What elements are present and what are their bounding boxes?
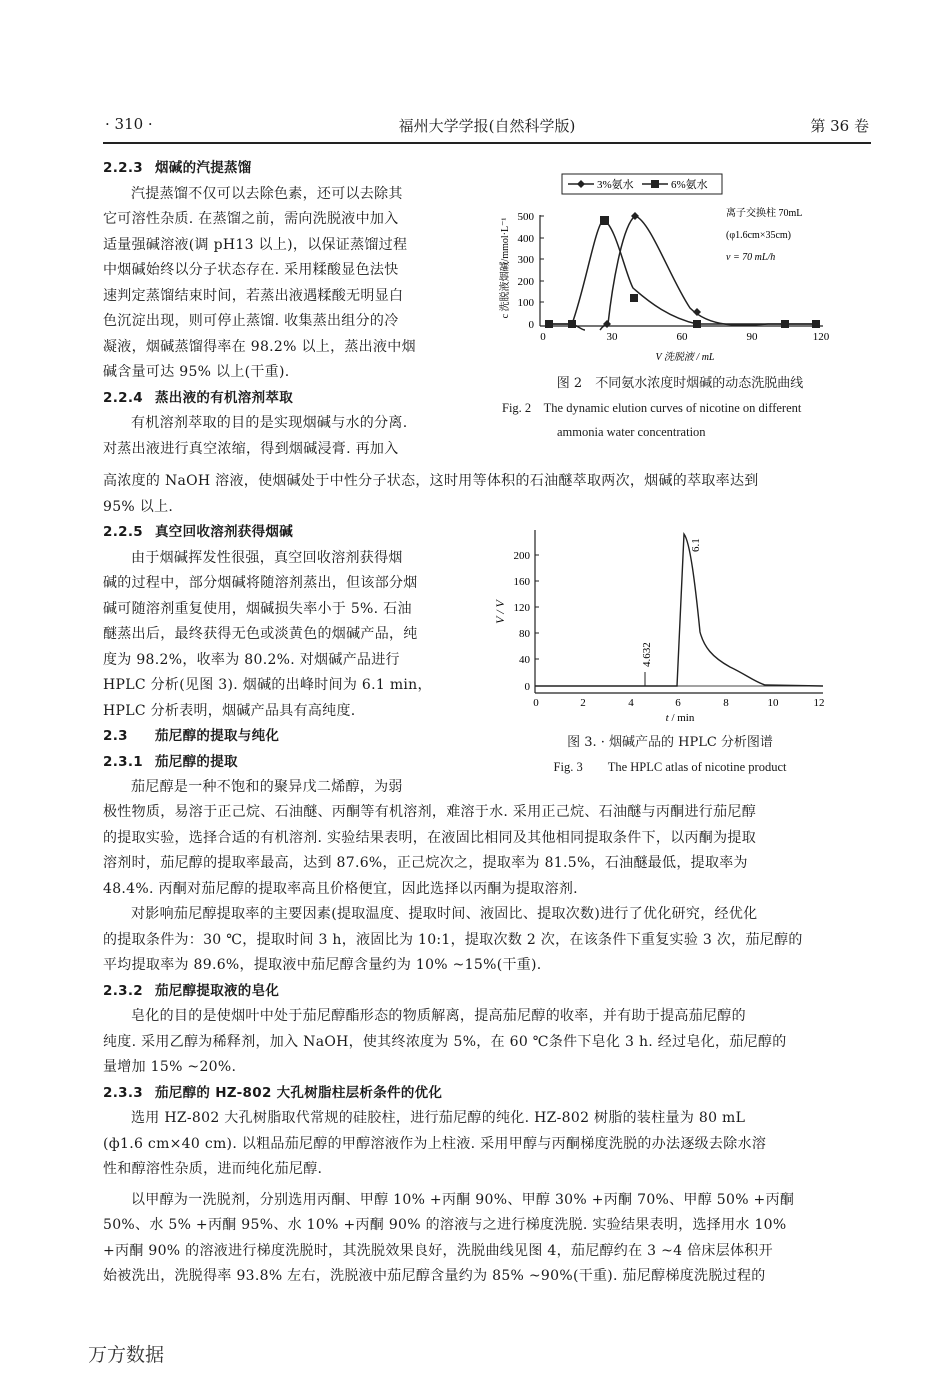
section-2-2-3: 2.2.3 烟碱的汽提蒸馏 汽提蒸馏不仅可以去除色素，还可以去除其 它可溶性杂质. 在蒸馏之前，需向洗脱液中加入 适量强碱溶液(调 pH13 以上)，以保证蒸馏过程 中烟碱始终以分子状态存在. 采用糅酸显色法快 速判定蒸馏结束时间，若蒸出液遇糅酸无明显白 色沉淀出现，则可停止蒸馏. 收集蒸出组分的冷 凝液，烟碱蒸馏得率在 98.2% 以上，蒸出液中烟 碱含量可达 95% 以上(干重). 2.2.4 蒸出液的有机溶剂萃取 有机溶剂萃取的目的是实现烟碱与水的分离. 对蒸出液进行真空浓缩，得到烟碱浸膏. 再加入	[103, 156, 473, 462]
running-header	[103, 112, 871, 144]
paragraph: 汽提蒸馏不仅可以去除色素，还可以去除其	[131, 185, 403, 202]
svg-text:300: 300	[517, 254, 534, 266]
svg-text:10: 10	[767, 697, 779, 709]
journal-title: 福州大学学报(自然科学版)	[398, 117, 576, 135]
section-2-2-5: 2.2.5 真空回收溶剂获得烟碱 由于烟碱挥发性很强，真空回收溶剂获得烟 碱的过程中，部分烟碱将随溶剂蒸出，但该部分烟 碱可随溶剂重复使用，烟碱损失率小于 5%. 石油 醚蒸出后，最终获得无色或淡黄色的烟碱产品，纯 度为 98.2%，收率为 80.2%. 对烟碱产品进行 HPLC 分析(见图 3). 烟碱的出峰时间为 6.1 min， HPLC 分析表明，烟碱产品具有高纯度. 2.3 茄尼醇的提取与纯化 2.3.1 茄尼醇的提取 茄尼醇是一种不饱和的聚异戊二烯醇，为弱	[103, 520, 473, 801]
svg-text:60: 60	[676, 331, 688, 343]
svg-text:6%氨水: 6%氨水	[671, 179, 708, 191]
svg-text:4: 4	[628, 697, 634, 709]
section-2-2-4-full-width: 高浓度的 NaOH 溶液，使烟碱处于中性分子状态，这时用等体积的石油醚萃取两次，烟碱的萃取率达到 95% 以上.	[103, 473, 759, 515]
svg-text:8: 8	[723, 697, 729, 709]
paragraph-continued: 它可溶性杂质. 在蒸馏之前，需向洗脱液中加入 适量强碱溶液(调 pH13 以上)，以保证蒸馏过程 中烟碱始终以分子状态存在. 采用糅酸显色法快 速判定蒸馏结束时间，若蒸出液遇糅酸无明显白 色沉淀出现，则可停止蒸馏. 收集蒸出组分的冷 凝液，烟碱蒸馏得率在 98.2% 以上，蒸出液中烟 碱含量可达 95% 以上(干重).	[103, 211, 416, 380]
section-2-3-1-body: 极性物质，易溶于正己烷、石油醚、丙酮等有机溶剂，难溶于水. 采用正己烷、石油醚与丙酮进行茄尼醇 的提取实验，选择合适的有机溶剂. 实验结果表明，在液固比相同及其他相同提取条件下，以丙酮为提取 溶剂时，茄尼醇的提取率最高，达到 87.6%，正己烷次之，提取率为 81.5%，石油醚最低，提取率为 48.4%. 丙酮对茄尼醇的提取率高且价格便宜，因此选择以丙酮为提取溶剂. 对影响茄尼醇提取率的主要因素(提取温度、提取时间、液固比、提取次数)进行了优化研究，经优化 的提取条件为：30 ℃，提取时间 3 h，液固比为 10:1，提取次数 2 次，在该条件下重复实验 3 次，茄尼醇的 平均提取率为 89.6%，提取液中茄尼醇含量约为 10% ~15%(干重). 2.3.2 茄尼醇提取液的皂化 皂化的目的是使烟叶中处于茄尼醇酯形态的物质解离，提高茄尼醇的收率，并有助于提高茄尼醇的 纯度. 采用乙醇为稀释剂，加入 NaOH，使其终浓度为 5%，在 60 ℃条件下皂化 3 h. 经过皂化，茄尼醇的 量增加 15% ~20%. 2.3.3 茄尼醇的 HZ-802 大孔树脂柱层析条件的优化 选用 HZ-802 大孔树脂取代常规的硅胶柱，进行茄尼醇的纯化. HZ-802 树脂的装柱量为 80 mL (ф1.6 cm×40 cm). 以粗品茄尼醇的甲醇溶液作为上柱液. 采用甲醇与丙酮梯度洗脱的办法逐级去除水溶 性和醇溶性杂质，进而纯化茄尼醇. 以甲醇为一洗脱剂，分别选用丙酮、甲醇 10% +丙酮 90%、甲醇 30% +丙酮 70%、甲醇 50% +丙酮 50%、水 5% +丙酮 95%、水 10% +丙酮 90% 的溶液与之进行梯度洗脱. 实验结果表明，选择用水 10% +丙酮 90% 的溶液进行梯度洗脱时，其洗脱效果良好，洗脱曲线见图 4，茄尼醇约在 3 ~4 倍床层体积开 始被洗出，洗脱得率 93.8% 左右，洗脱液中茄尼醇含量约为 85% ~90%(干重). 茄尼醇梯度洗脱过程的	[103, 800, 871, 1290]
svg-text:120: 120	[513, 602, 530, 614]
svg-text:30: 30	[606, 331, 618, 343]
svg-text:0: 0	[528, 319, 534, 331]
svg-text:160: 160	[513, 576, 530, 588]
svg-text:0: 0	[524, 681, 530, 693]
figure-3-hplc-chart	[490, 522, 850, 727]
volume-number: 第 36 卷	[810, 117, 869, 135]
svg-text:t / min: t / min	[665, 712, 695, 724]
svg-text:120: 120	[812, 331, 830, 343]
svg-text:500: 500	[517, 211, 534, 223]
section-heading-2-3-1: 2.3.1 茄尼醇的提取	[103, 753, 238, 770]
svg-text:0: 0	[533, 697, 539, 709]
svg-text:离子交换柱 70mL: 离子交换柱 70mL	[726, 208, 803, 219]
section-heading-2-3-2: 2.3.2 茄尼醇提取液的皂化	[103, 982, 280, 999]
peak-label-6-1: 6.1	[690, 538, 702, 552]
figure-3-caption	[490, 731, 850, 779]
svg-text:80: 80	[519, 628, 530, 640]
section-heading-2-2-4: 2.2.4 蒸出液的有机溶剂萃取	[103, 389, 293, 406]
hplc-plot	[490, 522, 850, 727]
figure-3-caption-en: Fig. 3 The HPLC atlas of nicotine product	[553, 760, 787, 774]
svg-text:v = 70 mL/h: v = 70 mL/h	[726, 252, 776, 263]
figure-3-caption-cn: 图 3. · 烟碱产品的 HPLC 分析图谱	[567, 735, 773, 750]
elution-curve-plot	[490, 168, 870, 368]
page-number: · 310 ·	[105, 115, 153, 133]
svg-text:90: 90	[746, 331, 758, 343]
svg-text:(φ1.6cm×35cm): (φ1.6cm×35cm)	[726, 230, 792, 241]
svg-text:200: 200	[517, 276, 534, 288]
section-heading-2-3: 2.3 茄尼醇的提取与纯化	[103, 728, 280, 744]
svg-text:6: 6	[675, 697, 681, 709]
svg-text:400: 400	[517, 233, 534, 245]
svg-text:12: 12	[813, 697, 825, 709]
figure-2-caption: 图 2 不同氨水浓度时烟碱的动态洗脱曲线 Fig. 2 The dynamic elution curves of nicotine on different ammonia water concentration	[490, 372, 870, 444]
section-heading: 2.2.3 烟碱的汽提蒸馏	[103, 160, 252, 176]
svg-text:100: 100	[517, 297, 534, 309]
source-watermark: 万方数据	[88, 1344, 165, 1366]
figure-2-caption-cn: 图 2 不同氨水浓度时烟碱的动态洗脱曲线	[556, 376, 804, 391]
svg-text:200: 200	[513, 550, 530, 562]
svg-text:3%氨水: 3%氨水	[597, 179, 634, 191]
peak-label-4632: 4.632	[641, 642, 653, 667]
svg-text:c 洗脱液烟碱/mmol·L⁻¹: c 洗脱液烟碱/mmol·L⁻¹	[500, 217, 511, 319]
svg-text:2: 2	[580, 697, 586, 709]
section-heading-2-3-3: 2.3.3 茄尼醇的 HZ-802 大孔树脂柱层析条件的优化	[103, 1084, 443, 1101]
svg-text:40: 40	[519, 654, 530, 666]
svg-text:V 洗脱液 / mL: V 洗脱液 / mL	[655, 352, 715, 363]
section-heading: 2.2.5 真空回收溶剂获得烟碱	[103, 524, 293, 540]
figure-2-caption-en: Fig. 2 The dynamic elution curves of nicotine on different	[502, 401, 802, 415]
svg-text:V / V: V / V	[493, 600, 507, 624]
svg-text:0: 0	[540, 331, 546, 343]
figure-2-elution-chart	[490, 168, 870, 368]
